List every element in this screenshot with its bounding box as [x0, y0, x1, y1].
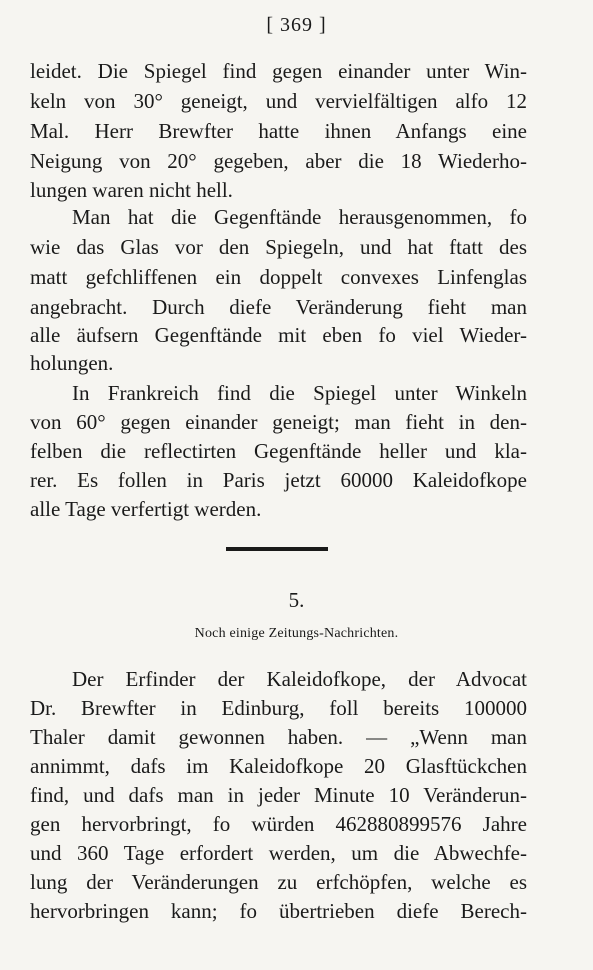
text-line: rer. Es follen in Paris jetzt 60000 Kaleidofkope: [30, 468, 527, 492]
text-line: lung der Veränderungen zu erfchöpfen, welche es: [30, 870, 527, 894]
text-line: Mal. Herr Brewfter hatte ihnen Anfangs eine: [30, 119, 527, 143]
text-line: holungen.: [30, 351, 114, 375]
text-line: In Frankreich find die Spiegel unter Winkeln: [72, 381, 527, 405]
text-line: keln von 30° geneigt, und vervielfältigen alfo 12: [30, 89, 527, 113]
text-line: alle Tage verfertigt werden.: [30, 497, 262, 521]
section-number: 5.: [288, 588, 305, 612]
text-line: Dr. Brewfter in Edinburg, foll bereits 100000: [30, 696, 527, 720]
text-line: gen hervorbringt, fo würden 462880899576 Jahre: [30, 812, 527, 836]
text-line: angebracht. Durch diefe Veränderung fieht man: [30, 295, 527, 319]
text-line: leidet. Die Spiegel find gegen einander unter Win-: [30, 59, 527, 83]
section-title: Noch einige Zeitungs-Nachrichten.: [194, 626, 399, 641]
text-line: Neigung von 20° gegeben, aber die 18 Wiederho-: [30, 149, 527, 173]
text-line: und 360 Tage erfordert werden, um die Abwechfe-: [30, 841, 527, 865]
text-line: Der Erfinder der Kaleidofkope, der Advocat: [72, 667, 527, 691]
text-line: annimmt, dafs im Kaleidofkope 20 Glasftückchen: [30, 754, 527, 778]
page-number: [ 369 ]: [266, 14, 327, 36]
text-line: lungen waren nicht hell.: [30, 178, 233, 202]
text-line: find, und dafs man in jeder Minute 10 Veränderun-: [30, 783, 527, 807]
text-line: Thaler damit gewonnen haben. — „Wenn man: [30, 725, 527, 749]
text-line: hervorbringen kann; fo übertrieben diefe Berech-: [30, 899, 527, 923]
text-line: matt gefchliffenen ein doppelt convexes Linfenglas: [30, 265, 527, 289]
text-line: wie das Glas vor den Spiegeln, und hat ftatt des: [30, 235, 527, 259]
section-divider: [226, 547, 328, 551]
text-line: Man hat die Gegenftände herausgenommen, fo: [72, 205, 527, 229]
text-line: felben die reflectirten Gegenftände heller und kla-: [30, 439, 527, 463]
text-line: alle äufsern Gegenftände mit eben fo viel Wieder-: [30, 323, 527, 347]
text-line: von 60° gegen einander geneigt; man fieht in den-: [30, 410, 527, 434]
